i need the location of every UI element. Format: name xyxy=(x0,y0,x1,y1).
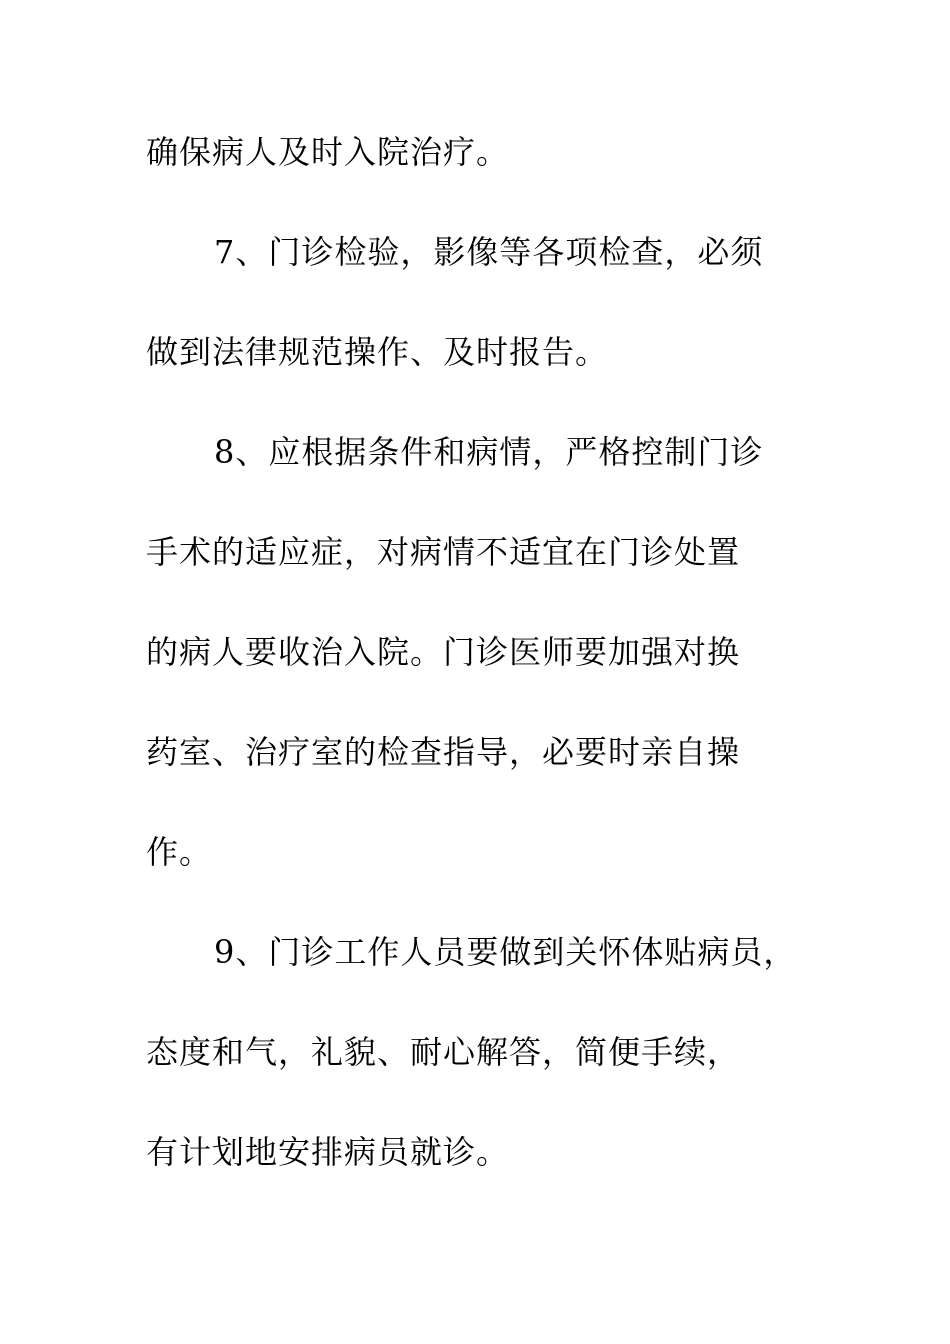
text-line: 确保病人及时入院治疗。 xyxy=(146,133,510,171)
text-line: 做到法律规范操作、及时报告。 xyxy=(146,333,609,371)
text-line: 作。 xyxy=(146,833,213,871)
text-line: 7、门诊检验，影像等各项检查，必须 xyxy=(214,233,764,271)
text-line: 9、门诊工作人员要做到关怀体贴病员， xyxy=(214,933,797,971)
text-line: 态度和气，礼貌、耐心解答，简便手续， xyxy=(146,1033,741,1071)
text-line: 8、应根据条件和病情，严格控制门诊 xyxy=(214,433,764,471)
text-line: 手术的适应症，对病情不适宜在门诊处置 xyxy=(146,533,741,571)
text-line: 药室、治疗室的检查指导，必要时亲自操 xyxy=(146,733,741,771)
text-line: 的病人要收治入院。门诊医师要加强对换 xyxy=(146,633,741,671)
text-line: 有计划地安排病员就诊。 xyxy=(146,1133,510,1171)
